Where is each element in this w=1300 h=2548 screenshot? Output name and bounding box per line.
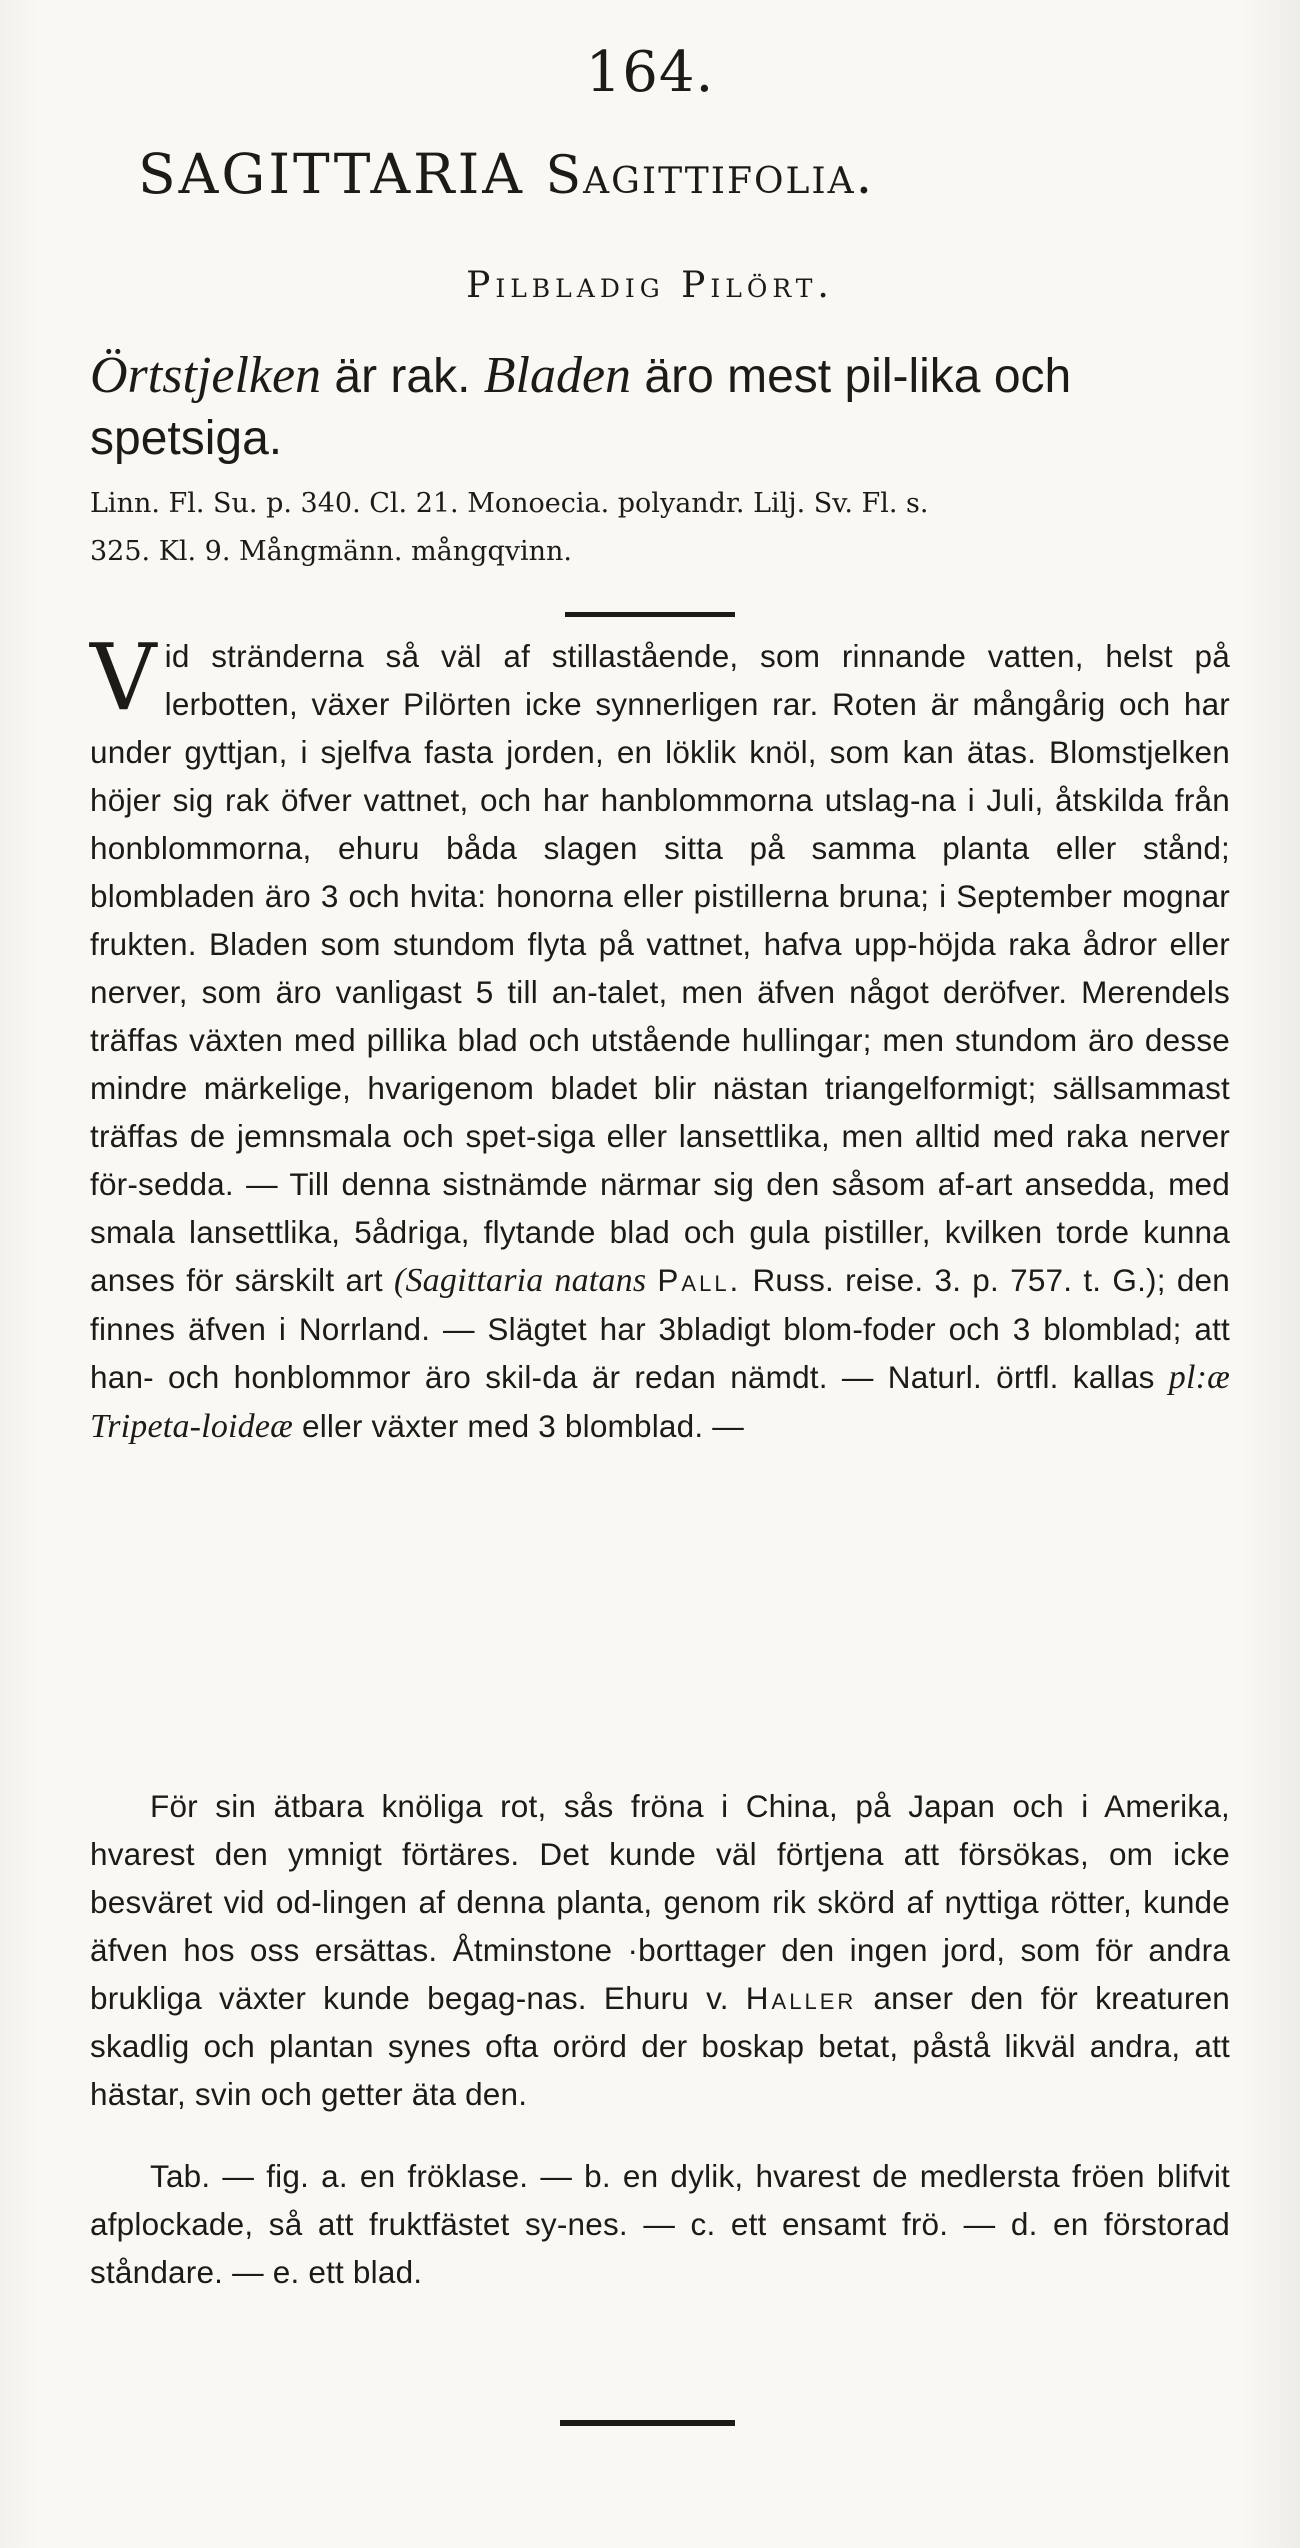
reference-line-1: Linn. Fl. Su. p. 340. Cl. 21. Monoecia. polyandr. Lilj. Sv. Fl. s. — [90, 488, 929, 519]
genus-name: SAGITTARIA — [138, 142, 526, 206]
short-description — [90, 345, 1220, 470]
plant-title — [138, 142, 1218, 206]
plant-group-italic: pl:æ Tripeta-loideæ — [90, 1359, 1230, 1445]
paragraph-1-text-2: Russ. reise. 3. p. 757. t. G.); den finnes äfven i Norrland. — Slägtet har 3bladigt blom-foder och 3 blomblad; att han- och honblommor äro skil-da är redan nämdt. — Naturl. örtfl. kallas — [90, 1262, 1230, 1395]
description-text-1: är rak. — [321, 350, 484, 403]
drop-cap: V — [90, 624, 157, 731]
species-reference-italic: (Sagittaria natans — [393, 1262, 647, 1299]
paragraph-habitat — [90, 624, 1230, 1451]
author-pall: Pall. — [657, 1262, 742, 1298]
paragraph-2-text-2: anser den för kreaturen skadlig och plantan synes ofta orörd der boskap betat, påstå likväl andra, att hästar, svin och getter äta den. — [90, 1980, 1231, 2112]
description-subject: Örtstjelken — [90, 347, 322, 404]
description-subject-2: Bladen — [483, 347, 632, 404]
reference-line-2: 325. Kl. 9. Mångmänn. mångqvinn. — [90, 536, 572, 567]
paragraph-1-text: id strändernа så väl af stillastående, som rinnande vatten, helst på lerbotten, växer Pilörten icke synnerligen rar. Roten är mångårig och har under gyttjan, i sjelfva fasta jorden, en löklik knöl, som kan ätas. Blomstjelken höjer sig rak öfver vattnet, och har hanblommorna utslag-na i Juli, åtskilda från honblommorna, ehuru båda slagen sitta på samma planta eller stånd; blombladen äro 3 och hvita: honorna eller pistillerna bruna; i September mognar frukten. Bladen som stundom flyta på vattnet, hafva upp-höjda raka ådror eller nerver, som äro vanligast 5 till an-talet, men äfven något deröfver. Merendels träffas växten med pillika blad och utstående hullingar; men stundom äro desse mindre märkelige, hvarigenom bladet blir nästan triangelformigt; sällsammast träffas de jemnsmala och spet-siga eller lansettlika, men alltid med raka nerver för-sedda. — Till denna sistnämde närmar sig den såsom af-art ansedda, med smala lansettlika, 5ådriga, flytande blad och gula pistiller, kvilken torde kunna anses för särskilt art — [90, 638, 1230, 1298]
author-haller: Haller — [745, 1980, 857, 2016]
section-divider-top — [565, 612, 735, 617]
species-name: Sagittifolia. — [545, 146, 875, 206]
plate-legend-text: Tab. — fig. a. en fröklase. — b. en dylik, hvarest de medlersta fröen blifvit afplockade, så att fruktfästet sy-nes. — c. ett ensamt frö. — d. en förstorad ståndare. — e. ett blad. — [90, 2158, 1230, 2290]
paragraph-2-text: För sin ätbara knöliga rot, sås fröna i China, på Japan och i Amerika, hvarest den ymnigt förtäres. Det kunde väl förtjena att försökas, om icke besväret vid od-lingen af denna planta, genom rik skörd af nyttiga rötter, kunde äfven hos oss ersättas. Åtminstone ·borttager den ingen jord, som för andra brukliga växter kunde begag-nas. Ehuru v. — [90, 1788, 1230, 2016]
page-number: 164. — [585, 40, 715, 105]
paragraph-plate-legend — [90, 2152, 1230, 2296]
description-text-2: äro mest pil-lika och spetsiga. — [90, 350, 1072, 465]
section-divider-bottom — [560, 2420, 735, 2426]
paragraph-uses — [90, 1782, 1230, 2118]
vernacular-name: Pilbladig Pilört. — [466, 265, 834, 306]
literature-references — [90, 480, 1230, 576]
paragraph-1-text-end: eller växter med 3 blomblad. — — [293, 1408, 744, 1444]
